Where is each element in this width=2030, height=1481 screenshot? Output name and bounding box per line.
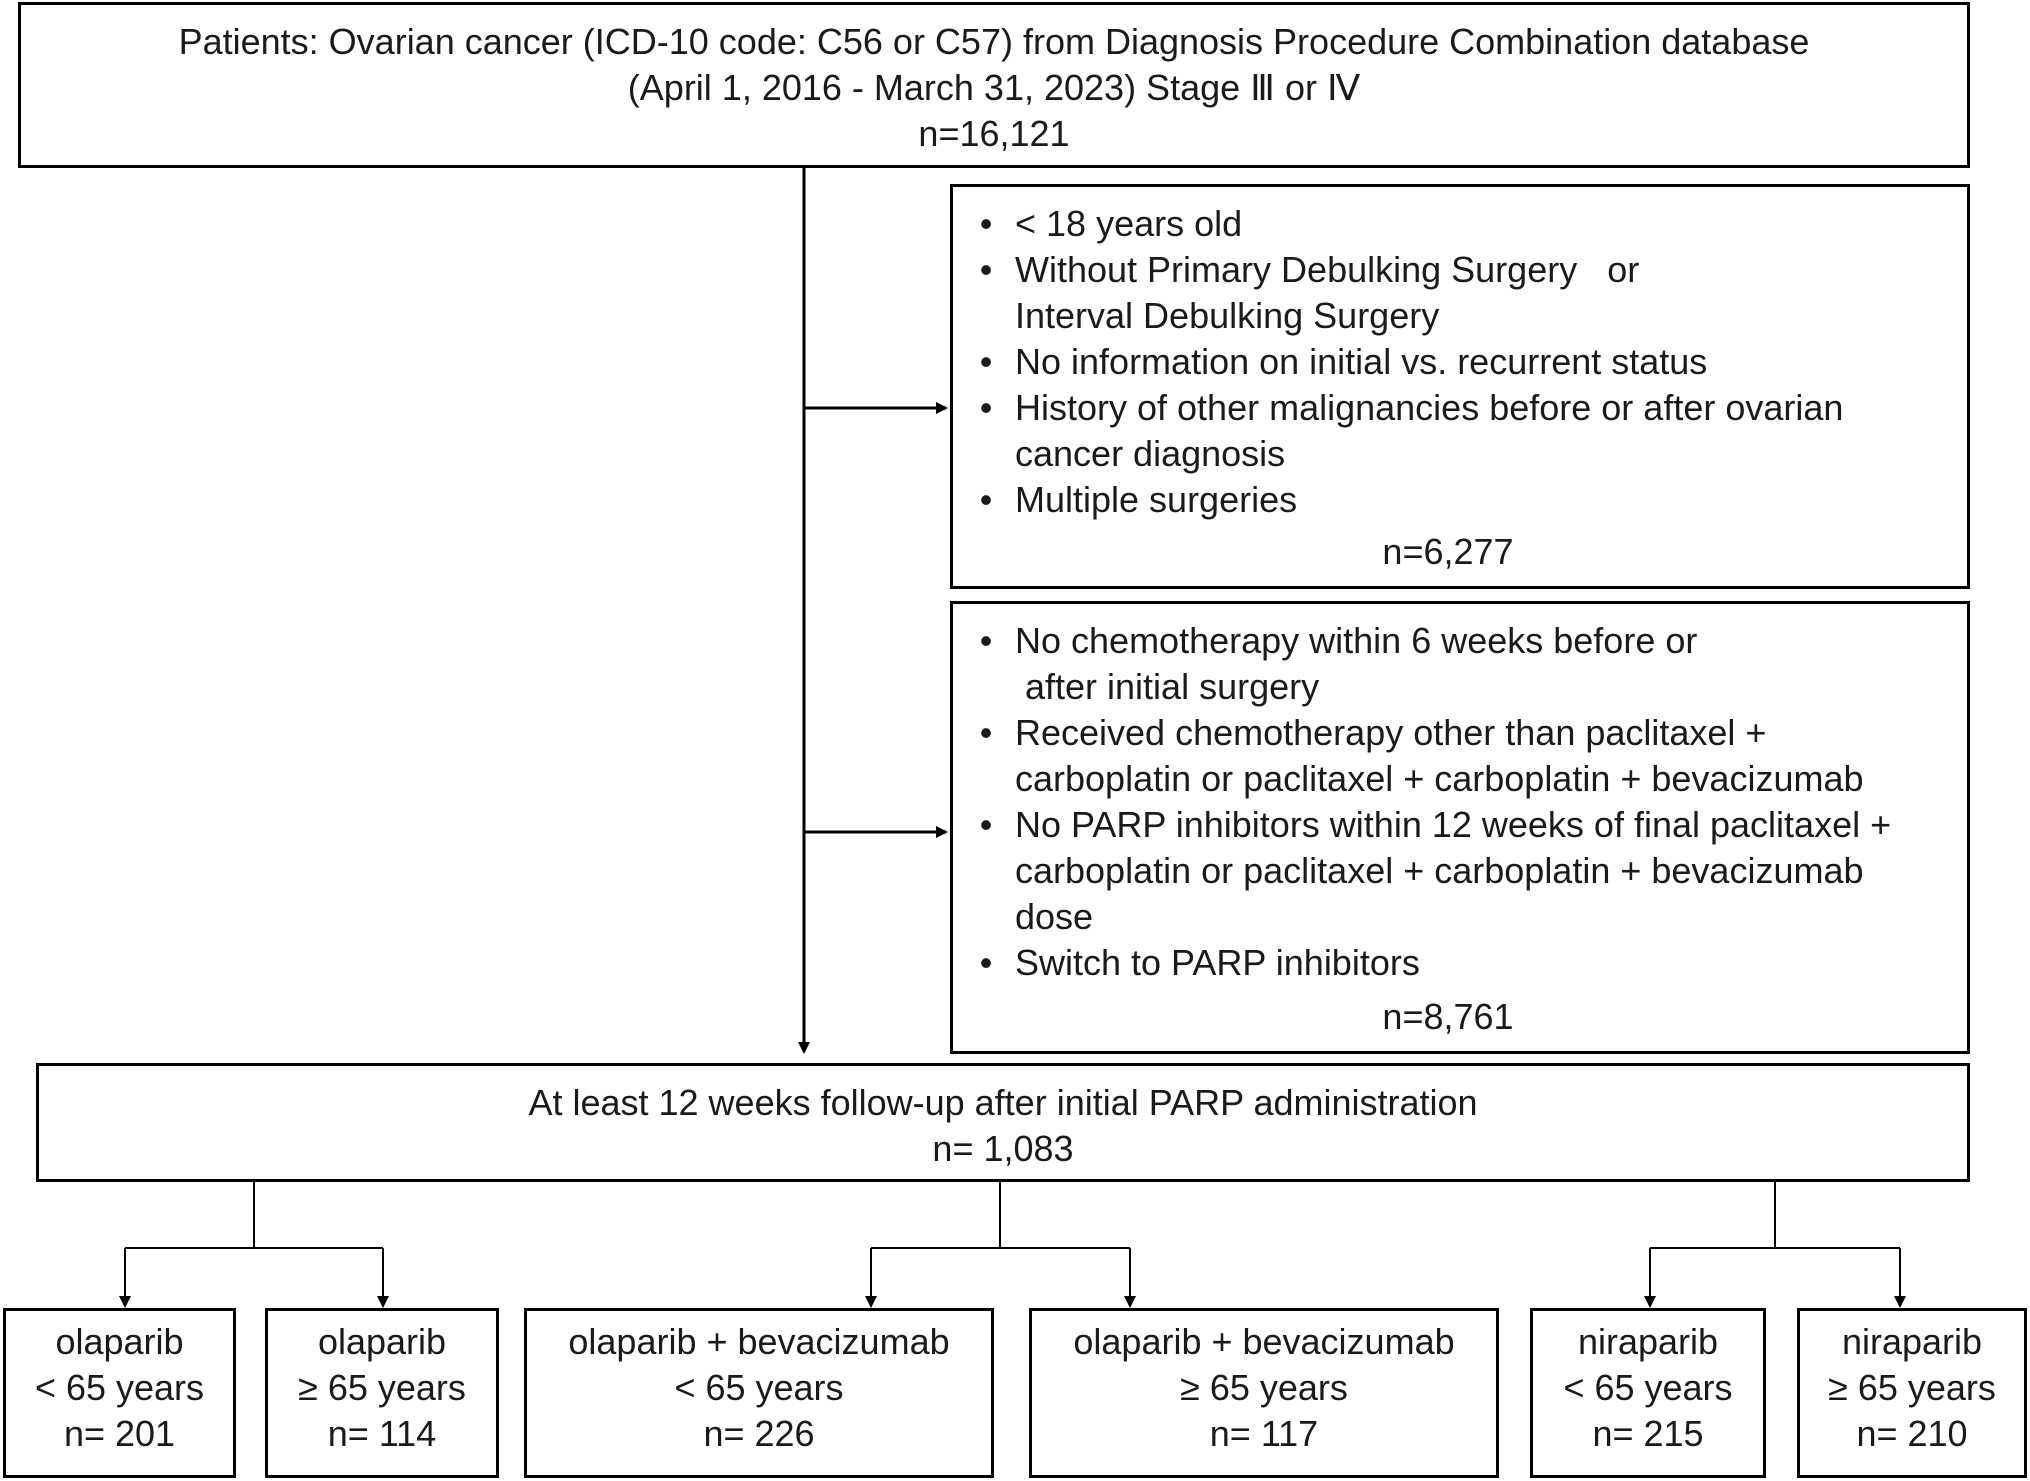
exclusion-2-item [971,618,1967,710]
exclusion-2-item-text: after initial surgery [1015,666,1320,707]
exclusion-box-2 [950,601,1970,1054]
group-age: < 65 years [674,1367,844,1408]
group-box-niraparib-under-65 [1530,1308,1766,1478]
exclusion-1-item-text: No information on initial vs. recurrent status [1015,341,1708,382]
exclusion-2-item [971,802,1967,940]
population-count: n=16,121 [918,113,1070,154]
group-drug: olaparib [55,1321,184,1362]
bullet-icon: • [979,942,993,983]
bullet-icon: • [979,341,993,382]
exclusion-1-item [971,247,1967,339]
exclusion-1-item-text: cancer diagnosis [1015,433,1286,474]
group-age: < 65 years [1563,1367,1733,1408]
group-box-olaparib-bev-under-65 [524,1308,994,1478]
exclusion-2-item [971,710,1967,802]
group-count: n= 210 [1856,1413,1968,1454]
exclusion-2-item-text: No PARP inhibitors within 12 weeks of final paclitaxel + [1015,804,1892,845]
exclusion-2-count: n=8,761 [1382,996,1514,1037]
group-box-olaparib-under-65 [3,1308,236,1478]
group-box-olaparib-65-plus [265,1308,499,1478]
exclusion-2-item-text: dose [1015,896,1094,937]
group-age: < 65 years [34,1367,205,1408]
population-description-line-1: Patients: Ovarian cancer (ICD-10 code: C56 or C57) from Diagnosis Procedure Combination database [178,21,1810,62]
bullet-icon: • [979,712,993,753]
exclusion-2-item-text: No chemotherapy within 6 weeks before or [1015,620,1698,661]
bullet-icon: • [979,249,993,290]
group-drug: niraparib [1841,1321,1983,1362]
group-age: ≥ 65 years [1828,1367,1996,1408]
exclusion-1-item [971,339,1967,385]
followup-box [36,1063,1970,1182]
exclusion-1-item-text: < 18 years old [1015,203,1243,244]
followup-count: n= 1,083 [932,1128,1074,1169]
group-drug: olaparib [317,1321,447,1362]
group-box-niraparib-65-plus [1797,1308,2027,1478]
exclusion-2-list [971,618,1967,986]
population-box [18,2,1970,168]
exclusion-1-item-text: History of other malignancies before or after ovarian [1015,387,1844,428]
bullet-icon: • [979,804,993,845]
exclusion-1-item-text: Without Primary Debulking Surgery or [1015,249,1640,290]
group-drug: olaparib + bevacizumab [1073,1321,1455,1362]
exclusion-1-list [971,201,1967,523]
population-description-line-2: (April 1, 2016 - March 31, 2023) Stage Ⅲ or Ⅳ [627,67,1361,108]
exclusion-2-item-text: Switch to PARP inhibitors [1015,942,1420,983]
bullet-icon: • [979,203,993,244]
bullet-icon: • [979,479,993,520]
group-count: n= 114 [327,1413,437,1454]
group-count: n= 226 [703,1413,815,1454]
exclusion-1-item-text: Multiple surgeries [1015,479,1298,520]
exclusion-2-item-text: Received chemotherapy other than paclitaxel + [1015,712,1767,753]
group-drug: olaparib + bevacizumab [568,1321,950,1362]
exclusion-1-item-text: Interval Debulking Surgery [1015,295,1440,336]
bullet-icon: • [979,620,993,661]
group-age: ≥ 65 years [298,1367,466,1408]
exclusion-2-item-text: carboplatin or paclitaxel + carboplatin + bevacizumab [1015,758,1864,799]
exclusion-1-count: n=6,277 [1382,531,1514,572]
group-drug: niraparib [1577,1321,1719,1362]
followup-description: At least 12 weeks follow-up after initial PARP administration [528,1082,1478,1123]
group-count: n= 117 [1209,1413,1319,1454]
exclusion-1-item [971,201,1967,247]
exclusion-1-item [971,477,1967,523]
exclusion-box-1 [950,184,1970,589]
exclusion-2-item-text: carboplatin or paclitaxel + carboplatin + bevacizumab [1015,850,1864,891]
group-count: n= 215 [1592,1413,1704,1454]
bullet-icon: • [979,387,993,428]
exclusion-1-item [971,385,1967,477]
group-age: ≥ 65 years [1180,1367,1348,1408]
group-box-olaparib-bev-65-plus [1029,1308,1499,1478]
group-count: n= 201 [63,1413,176,1454]
exclusion-2-item [971,940,1967,986]
